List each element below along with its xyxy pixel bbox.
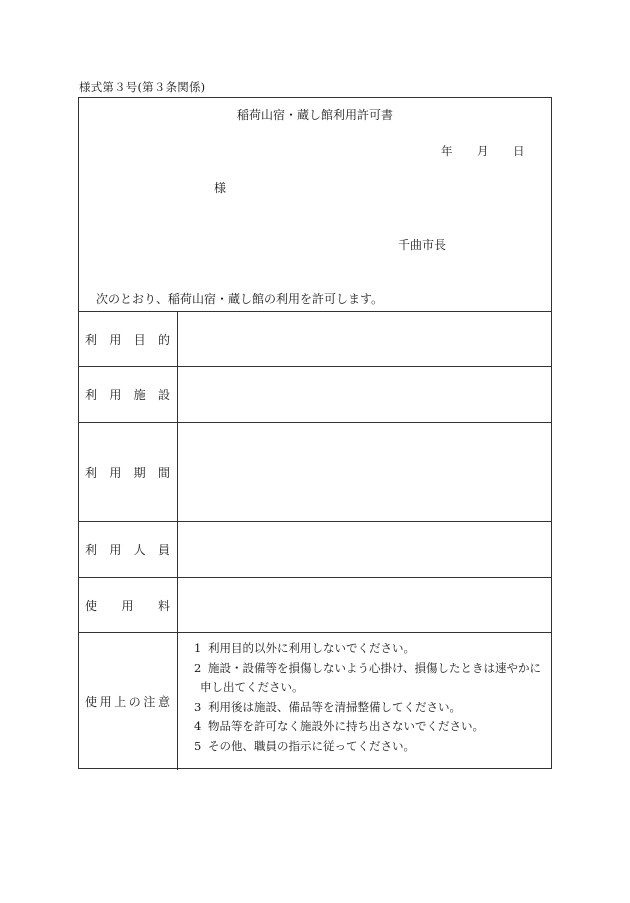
- label-char: 用: [99, 694, 112, 709]
- label-char: 設: [157, 388, 170, 402]
- label-char: 施: [133, 388, 146, 402]
- note-number: 4: [194, 719, 202, 733]
- field-value-fee[interactable]: [178, 578, 552, 633]
- label-char: の: [128, 694, 141, 709]
- field-row-facility: [79, 367, 551, 423]
- label-char: 用: [109, 332, 122, 347]
- note-item: [194, 659, 551, 679]
- addressee-suffix: 様: [214, 181, 227, 195]
- note-text: 物品等を許可なく施設外に持ち出さないでください。: [208, 719, 484, 733]
- label-char: 用: [109, 543, 122, 557]
- label-char: 目: [133, 332, 146, 347]
- label-char: 意: [157, 694, 170, 709]
- label-char: 使: [85, 598, 98, 613]
- note-text: その他、職員の指示に従ってください。: [208, 738, 415, 753]
- permit-document: [78, 97, 552, 769]
- note-number: 2: [194, 660, 202, 675]
- note-number: 1: [194, 641, 202, 655]
- permit-fields-table: [79, 311, 551, 770]
- date-year-label: 年: [441, 144, 453, 158]
- note-item: [194, 737, 551, 757]
- field-label-purpose: [79, 312, 178, 367]
- label-char: 利: [85, 465, 98, 480]
- label-char: 注: [143, 694, 156, 709]
- note-item: [194, 639, 551, 659]
- label-char: 利: [85, 388, 98, 402]
- usage-notes-list: [178, 633, 551, 756]
- field-row-period: [79, 423, 551, 522]
- document-title: 稲荷山宿・蔵し館利用許可書: [236, 108, 393, 122]
- label-char: 上: [114, 694, 127, 709]
- label-char: 用: [121, 598, 134, 613]
- label-char: 人: [133, 543, 146, 557]
- label-char: 員: [157, 543, 170, 557]
- date-month-label: 月: [477, 144, 489, 158]
- note-text: 利用後は施設、備品等を清掃整備してください。: [208, 699, 461, 714]
- label-char: 料: [157, 598, 170, 613]
- label-char: 用: [109, 388, 122, 402]
- permit-statement: 次のとおり、稲荷山宿・蔵し館の利用を許可します。: [96, 292, 384, 306]
- label-char: 的: [157, 332, 170, 347]
- field-label-period: [79, 423, 178, 522]
- note-text: 利用目的以外に利用しないでください。: [208, 641, 415, 655]
- field-label-notes: [79, 633, 178, 770]
- document-header: [79, 98, 551, 311]
- usage-notes: [178, 633, 552, 770]
- label-char: 間: [157, 465, 170, 480]
- label-char: 利: [85, 332, 98, 347]
- note-item: [194, 698, 551, 718]
- field-value-people[interactable]: [178, 522, 552, 578]
- label-char: 利: [85, 543, 98, 557]
- note-number: 3: [194, 699, 202, 714]
- field-row-notes: [79, 633, 551, 770]
- issuer-name: 千曲市長: [398, 238, 447, 252]
- label-char: 期: [133, 465, 146, 480]
- note-item-continuation: [194, 678, 551, 698]
- issue-date: [441, 143, 525, 159]
- field-label-people: [79, 522, 178, 578]
- field-label-fee: [79, 578, 178, 633]
- field-label-facility: [79, 367, 178, 423]
- note-text: 施設・設備等を損傷しないよう心掛け、損傷したときは速やかに: [208, 660, 542, 675]
- label-char: 使: [85, 694, 98, 709]
- note-item: [194, 717, 551, 737]
- field-row-fee: [79, 578, 551, 633]
- note-number: 5: [194, 738, 202, 753]
- field-value-period[interactable]: [178, 423, 552, 522]
- field-value-purpose[interactable]: [178, 312, 552, 367]
- field-row-people: [79, 522, 551, 578]
- form-number-label: 様式第３号(第３条関係): [79, 80, 206, 94]
- field-row-purpose: [79, 312, 551, 367]
- note-text: 申し出てください。: [200, 680, 304, 694]
- field-value-facility[interactable]: [178, 367, 552, 423]
- label-char: 用: [109, 465, 122, 480]
- date-day-label: 日: [513, 144, 525, 158]
